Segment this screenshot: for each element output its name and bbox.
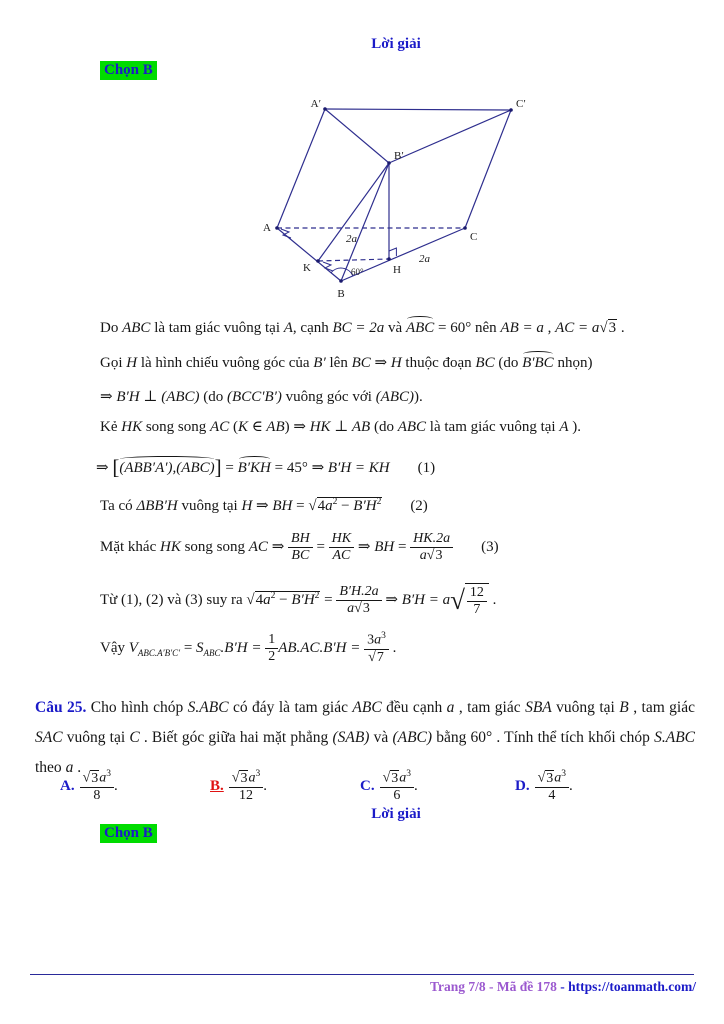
denominator: AC (332, 548, 351, 564)
solution-line-7 (100, 531, 499, 564)
numerator: 12 (467, 585, 487, 602)
math-run: V (128, 639, 138, 656)
math-run: C (129, 729, 140, 746)
radical (368, 649, 385, 665)
radical-sign: √ (231, 770, 240, 786)
radicand: 7 (376, 649, 384, 665)
radical (599, 319, 617, 336)
math-run: (BCC′B′) (227, 389, 282, 405)
text-run: . (569, 777, 573, 794)
math-run: HK (159, 539, 181, 556)
math-run: B′H (353, 498, 377, 514)
math-run: AC = a (555, 320, 600, 336)
numerator: HK.2a (410, 531, 453, 548)
radical-sign: √ (308, 498, 317, 514)
radicand: 3 (362, 601, 370, 617)
vertex-label-k: K (303, 262, 311, 274)
denominator (364, 650, 389, 666)
radicand: 3 (435, 548, 443, 564)
diagram-angle-marks (281, 229, 396, 276)
angle-tick-a (281, 229, 291, 238)
equation-tag-2: (2) (410, 498, 428, 514)
fraction-hk2a (410, 531, 453, 564)
dimension-label-bb-prime: 2a (346, 233, 357, 245)
text-run: . (488, 592, 497, 609)
math-run: ABC (352, 699, 382, 716)
math-run: B′ (313, 355, 326, 371)
text-run: Cho hình chóp (86, 699, 188, 716)
footer-divider (30, 974, 694, 975)
page-number: Trang 7/8 - Mã đề 178 (430, 979, 557, 994)
math-run: BC = 2a (332, 320, 385, 336)
solution-line-9 (100, 631, 396, 666)
denominator: BC (291, 548, 310, 564)
radical-sign: √ (246, 592, 255, 609)
vertex-label-c-prime: C′ (516, 98, 526, 110)
answer-option-a[interactable] (60, 769, 118, 804)
math-run: .B′H = (220, 639, 266, 656)
option-letter: B. (210, 777, 224, 794)
denominator: 2 (268, 648, 276, 664)
text-run: . Biết góc giữa hai mặt phẳng (139, 729, 333, 746)
radicand (317, 497, 383, 514)
text-run: = (221, 460, 238, 476)
vertex-label-a: A (263, 222, 271, 234)
math-run: S.ABC (187, 699, 229, 716)
text-run: . (388, 639, 397, 656)
denominator (336, 601, 381, 617)
numerator: B′H.2a (336, 584, 381, 601)
radical-sign: √ (450, 585, 465, 616)
math-run: B (619, 699, 629, 716)
text-run: ⇒ (381, 592, 402, 609)
text-run: nhọn) (553, 355, 593, 371)
text-run: ⇒ (100, 389, 117, 405)
text-run: ). (568, 419, 582, 435)
option-letter: A. (60, 777, 75, 794)
vertex-label-h: H (393, 264, 401, 276)
math-run: a (374, 632, 382, 648)
math-run: BH (374, 539, 395, 556)
radicand: 3 (608, 320, 617, 336)
diagram-edges (277, 109, 511, 281)
vertex-label-a-prime: A′ (310, 98, 321, 110)
vertex-label-b-prime: B′ (394, 150, 404, 162)
math-run: B′H (291, 592, 315, 609)
math-run: A (559, 419, 569, 435)
radical-sign: √ (537, 770, 546, 786)
text-run: , tam giác (628, 699, 695, 716)
text-run: . Tính thể tích khối chóp (492, 729, 655, 746)
text-run: song song (180, 539, 249, 556)
section-title-loi-giai-2: Lời giải (371, 806, 421, 822)
math-run: SAC (35, 729, 63, 746)
exponent: 3 (406, 769, 412, 779)
math-run: S (196, 639, 204, 656)
math-run: S.ABC (654, 729, 696, 746)
radicand (255, 591, 321, 608)
math-run: ABC (397, 419, 427, 435)
text-run: và (369, 729, 393, 746)
numerator (229, 769, 263, 788)
math-run: HK ⊥ AB (309, 419, 371, 435)
radicand: 3 (240, 770, 248, 786)
angle-hat-bkh: B′KH (237, 460, 271, 476)
section-title-loi-giai-1: Lời giải (371, 36, 421, 52)
math-run: H (126, 355, 138, 371)
text-run: Từ (1), (2) và (3) suy ra (100, 592, 247, 609)
text-run: vuông tại (62, 729, 130, 746)
option-fraction (535, 769, 569, 804)
text-run: − (275, 592, 292, 609)
math-run: SBA (525, 699, 552, 716)
angle-hat-bbc: B′BC (522, 355, 554, 371)
numerator: BH (288, 531, 313, 548)
option-letter: D. (515, 777, 530, 794)
text-run: . (617, 320, 625, 336)
math-run: H (241, 498, 253, 514)
equation-tag-1: (1) (417, 460, 436, 476)
radical (354, 600, 371, 616)
numerator (364, 631, 389, 650)
text-run: . (263, 777, 267, 794)
math-run: a (99, 770, 107, 786)
math-run: (ABC) (392, 729, 433, 746)
radicand: 3 (91, 770, 99, 786)
denominator (410, 548, 453, 564)
text-run: Mặt khác (100, 539, 160, 556)
text-run: Gọi (100, 355, 127, 371)
radical-sign: √ (368, 649, 376, 665)
option-fraction (80, 769, 114, 804)
numerator: 1 (265, 632, 278, 649)
radical-sign: √ (426, 548, 435, 564)
text-run: có đáy là tam giác (228, 699, 353, 716)
math-run: BC (351, 355, 371, 371)
math-run: B′H = KH (327, 460, 390, 476)
exponent: 3 (381, 631, 386, 641)
vertex-label-b: B (337, 288, 345, 300)
text-run: Do (100, 320, 123, 336)
exponent: 2 (376, 497, 382, 507)
numerator (535, 769, 569, 788)
text-run: vuông tại (177, 498, 242, 514)
math-run: a (554, 770, 562, 786)
text-run: = (394, 539, 411, 556)
footer (430, 979, 696, 995)
math-run: a (446, 699, 455, 716)
denominator: 4 (548, 787, 556, 803)
text-run: , tam giác (454, 699, 526, 716)
text-run: , (543, 320, 556, 336)
radical (246, 591, 320, 608)
dihedral-angle-hat: (ABB′A′),(ABC) (119, 460, 215, 476)
text-run: = 60° nên (434, 320, 501, 336)
answer-option-b[interactable] (210, 769, 267, 804)
text-run: là hình chiếu vuông góc của (137, 355, 314, 371)
text-run: thuộc đoạn (401, 355, 476, 371)
vertex-label-c: C (470, 231, 478, 243)
option-letter: C. (360, 777, 375, 794)
numerator: HK (329, 531, 354, 548)
dimension-label-bc: 2a (419, 253, 430, 265)
fraction-1-2 (265, 632, 278, 665)
math-run: BC (475, 355, 495, 371)
solution-line-4 (100, 417, 581, 436)
numerator (380, 769, 414, 788)
option-fraction (229, 769, 263, 804)
text-run: = (180, 639, 197, 656)
exponent: 2 (314, 591, 320, 602)
numerator (80, 769, 114, 788)
math-run: AB.AC.B′H = (278, 639, 365, 656)
toanmath-link[interactable]: - https://toanmath.com/ (556, 979, 696, 994)
solution-line-2 (100, 353, 592, 372)
text-run: Kẻ (100, 419, 122, 435)
math-run: (ABC) (375, 389, 415, 405)
text-run: song song (142, 419, 211, 435)
text-run: 3 (367, 632, 375, 648)
text-run: ⇒ (96, 460, 113, 476)
math-run: B′H = a (401, 592, 451, 609)
angle-label-60: 60° (351, 267, 364, 277)
text-run: Ta có (100, 498, 137, 514)
exponent: 3 (106, 769, 112, 779)
text-run: (do (199, 389, 228, 405)
text-run: = (312, 539, 329, 556)
solution-line-1 (100, 318, 625, 337)
text-run: = 45° ⇒ (270, 460, 328, 476)
math-run: HK (121, 419, 143, 435)
chosen-answer-badge-2: Chọn B (100, 824, 157, 843)
math-run: K ∈ AB (237, 419, 285, 435)
denominator: 8 (93, 787, 101, 803)
question-number: Câu 25. (35, 699, 87, 716)
text-run: vuông góc với (281, 389, 376, 405)
radical (383, 770, 400, 786)
math-run: AB = a (500, 320, 544, 336)
text-run: . (414, 777, 418, 794)
text-run: − (337, 498, 354, 514)
radical-of-fraction (450, 583, 489, 618)
text-run: và (384, 320, 406, 336)
prism-diagram (250, 88, 540, 313)
text-run: 4 (255, 592, 264, 609)
text-run: ⇒ (354, 539, 375, 556)
answer-option-c[interactable] (360, 769, 418, 804)
text-run: ⇒ (267, 539, 289, 556)
radical (83, 770, 100, 786)
exponent: 2 (270, 591, 276, 602)
angle-tick-k (323, 262, 333, 271)
radical (427, 547, 444, 563)
radical-sign: √ (382, 770, 391, 786)
text-run: Vậy (100, 639, 129, 656)
math-run: a (263, 592, 271, 609)
fraction-12-7 (467, 585, 487, 618)
radical (232, 770, 249, 786)
radical-sign: √ (354, 601, 362, 617)
bracket-open: [ (112, 455, 120, 479)
radicand: 3 (391, 770, 399, 786)
exponent: 3 (561, 769, 567, 779)
math-run: a (248, 770, 256, 786)
text-run: ) ⇒ (284, 419, 310, 435)
text-run: 60° (470, 729, 493, 746)
math-run: a (325, 498, 333, 514)
answer-option-d[interactable] (515, 769, 573, 804)
math-run: (SAB) (332, 729, 370, 746)
math-run: a (399, 770, 407, 786)
text-run: (do (370, 419, 398, 435)
radicand: 3 (546, 770, 554, 786)
text-run: ). (414, 389, 423, 405)
math-run: a (419, 548, 427, 564)
text-run: 4 (317, 498, 326, 514)
text-run: ⇒ (252, 498, 273, 514)
subscript: ABC (203, 647, 221, 658)
math-run: B′H ⊥ (ABC) (116, 389, 200, 405)
text-run: bằng (432, 729, 471, 746)
radical-sign: √ (599, 320, 608, 336)
math-run: A (283, 320, 293, 336)
denominator: 12 (238, 787, 253, 803)
radical (538, 770, 555, 786)
radical (308, 497, 382, 514)
denominator: 7 (473, 602, 481, 618)
fraction-bh2a (336, 584, 381, 617)
right-angle-mark-h (389, 248, 396, 256)
angle-hat-abc: ABC (405, 320, 435, 336)
text-run: lên (325, 355, 352, 371)
text-run: là tam giác vuông tại (150, 320, 284, 336)
text-run: = (292, 498, 309, 514)
equation-tag-3: (3) (481, 539, 499, 556)
radicand (465, 583, 489, 618)
solution-line-6 (100, 496, 428, 515)
option-fraction (380, 769, 414, 804)
math-run: ABC (122, 320, 151, 336)
fraction-3a3-sqrt7 (364, 631, 389, 666)
text-run: (do (494, 355, 523, 371)
denominator: 6 (393, 787, 401, 803)
exponent: 3 (255, 769, 261, 779)
text-run: ( (229, 419, 238, 435)
solution-line-8 (100, 583, 496, 618)
solution-line-3 (100, 387, 423, 406)
subscript: ABC.A′B′C′ (137, 647, 181, 658)
math-run: a (65, 759, 74, 776)
fraction-hk-ac (329, 531, 354, 564)
text-run: = (320, 592, 337, 609)
math-run: AC (210, 419, 230, 435)
text-run: . (73, 759, 82, 776)
text-run: . (114, 777, 118, 794)
text-run: đều cạnh (381, 699, 447, 716)
math-run: ΔBB′H (136, 498, 178, 514)
math-run: H (390, 355, 402, 371)
solution-line-5 (96, 455, 435, 480)
text-run: vuông tại (551, 699, 620, 716)
radical-sign: √ (82, 770, 91, 786)
math-run: AC (248, 539, 268, 556)
text-run: là tam giác vuông tại (426, 419, 560, 435)
text-run: ⇒ (370, 355, 391, 371)
math-run: a (347, 601, 355, 617)
bracket-close: ] (214, 455, 222, 479)
chosen-answer-badge-1: Chọn B (100, 61, 157, 80)
text-run: , cạnh (292, 320, 333, 336)
fraction-bh-bc (288, 531, 313, 564)
math-run: BH (272, 498, 293, 514)
text-run: theo (35, 759, 66, 776)
exponent: 2 (332, 497, 338, 507)
